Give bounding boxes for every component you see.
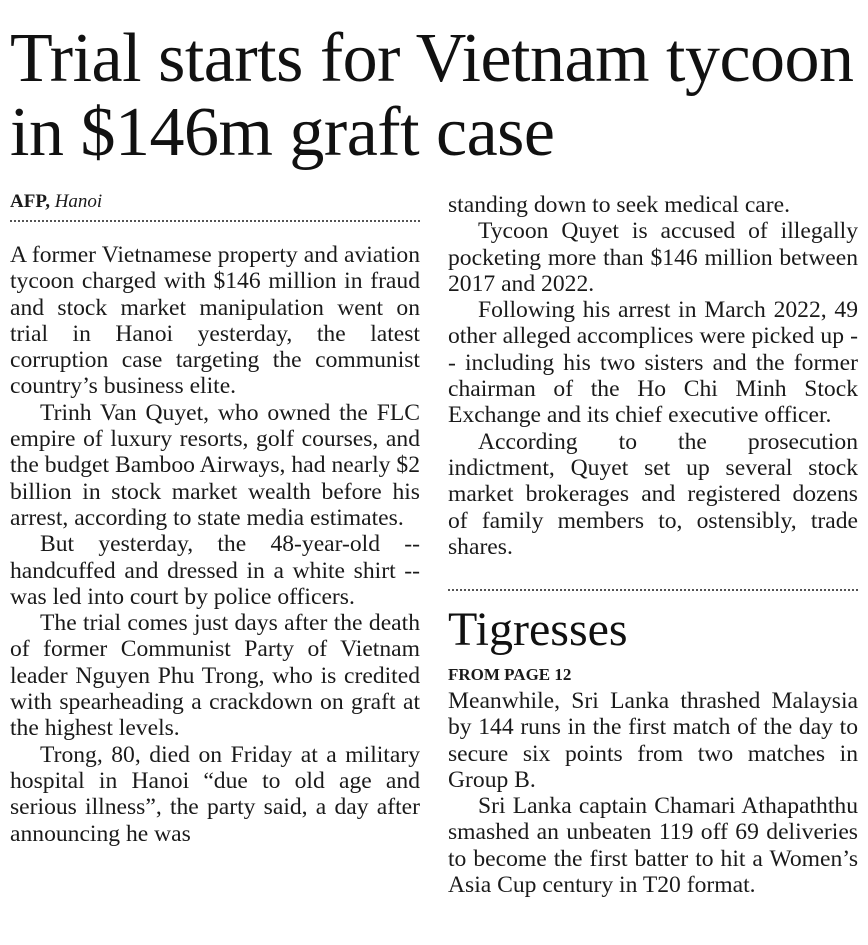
article-paragraph: According to the prosecution indictment, Quyet set up several stock market brokerages and registered dozens of family members to, ostensibly, trade shares.: [448, 428, 858, 560]
article-paragraph: Following his arrest in March 2022, 49 other alleged accomplices were picked up -- including his two sisters and the former chairman of the Ho Chi Minh Stock Exchange and its chief executive officer.: [448, 297, 858, 429]
article-paragraph: Trinh Van Quyet, who owned the FLC empire of luxury resorts, golf courses, and the budget Bamboo Airways, had nearly $2 billion in stock market wealth before his arrest, according to state media estimates.: [10, 399, 420, 531]
jump-paragraph: Meanwhile, Sri Lanka thrashed Malaysia by 144 runs in the first match of the day to secure six points from two matches in Group B.: [448, 688, 858, 793]
jump-paragraph: Sri Lanka captain Chamari Athapaththu smashed an unbeaten 119 off 69 deliveries to become the first batter to hit a Women’s Asia Cup century in T20 format.: [448, 793, 858, 899]
section-divider: [448, 589, 858, 591]
article-paragraph: A former Vietnamese property and aviation tycoon charged with $146 million in fraud and stock market manipulation went on trial in Hanoi yesterday, the latest corruption case targeting the communist country’s business elite.: [10, 242, 420, 400]
article-paragraph: Trong, 80, died on Friday at a military hospital in Hanoi “due to old age and serious illness”, the party said, a day after announcing he was: [10, 741, 420, 847]
article-paragraph: Tycoon Quyet is accused of illegally pocketing more than $146 million between 2017 and 2022.: [448, 218, 858, 297]
from-page-label: FROM PAGE 12: [448, 665, 572, 684]
jump-column: [448, 688, 858, 898]
article-column-2: [448, 192, 858, 560]
byline: [10, 190, 420, 222]
article-paragraph-continued: standing down to seek medical care.: [448, 192, 790, 218]
article-paragraph: The trial comes just days after the death of former Communist Party of Vietnam leader Nguyen Phu Trong, who is credited with spearheading a crackdown on graft at the highest levels.: [10, 610, 420, 742]
article-column-1: [10, 242, 420, 847]
byline-place: Hanoi: [54, 191, 103, 212]
jump-section-title: Tigresses: [448, 603, 628, 656]
byline-agency: AFP,: [10, 191, 50, 212]
article-paragraph: But yesterday, the 48-year-old -- handcuffed and dressed in a white shirt -- was led into court by police officers.: [10, 531, 420, 610]
headline: Trial starts for Vietnam tycoon in $146m graft case: [10, 20, 854, 171]
